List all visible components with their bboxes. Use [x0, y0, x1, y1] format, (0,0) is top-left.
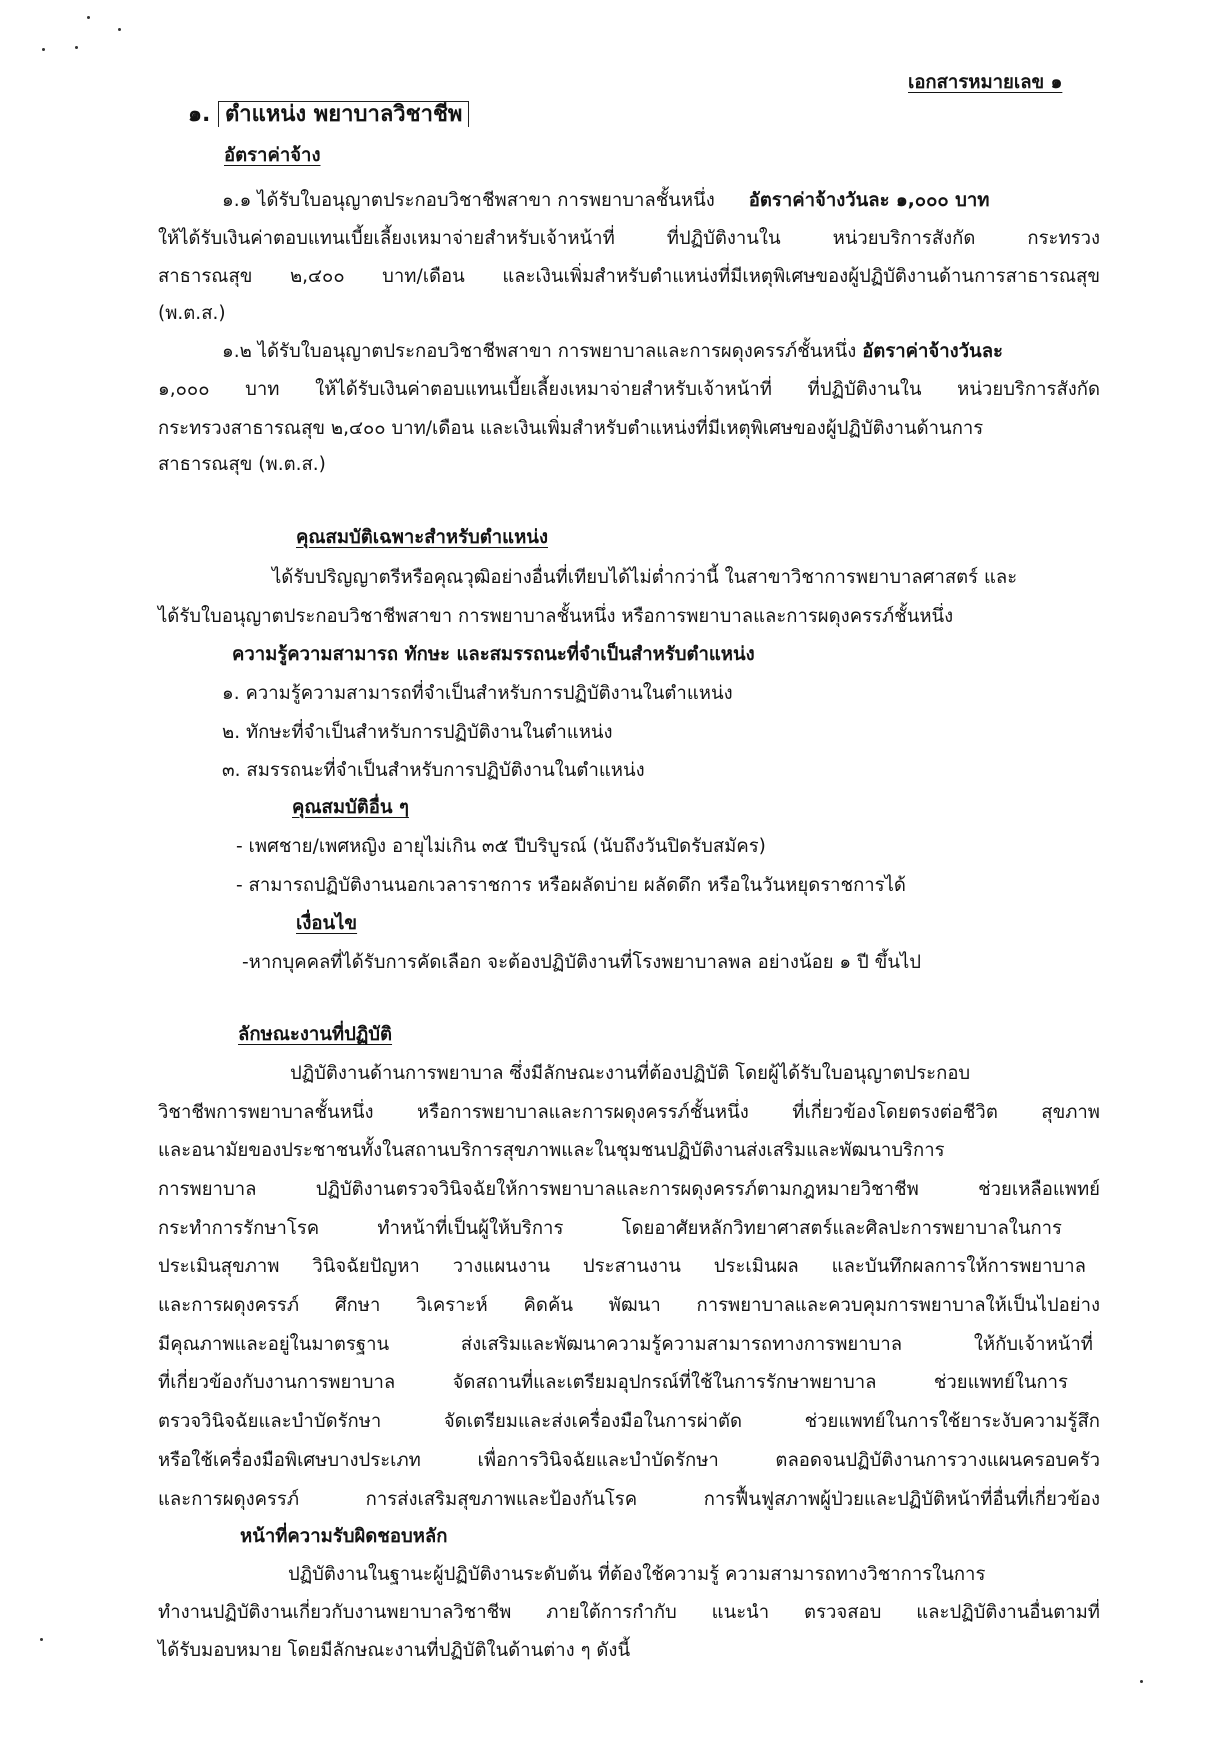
- scan-speck: [87, 16, 90, 19]
- wage-p1-rate: อัตราค่าจ้างวันละ ๑,๐๐๐ บาท: [748, 190, 990, 211]
- responsibilities-line-1: ปฏิบัติงานในฐานะผู้ปฏิบัติงานระดับต้น ที่ต้องใช้ความรู้ ความสามารถทางวิชาการในการ: [288, 1564, 986, 1585]
- scan-speck: [42, 48, 45, 51]
- job-description-line-10: ตรวจวินิจฉัยและบำบัดรักษา จัดเตรียมและส่งเครื่องมือในการผ่าตัด ช่วยแพทย์ในการใช้ยาระงับความรู้สึก: [158, 1411, 1100, 1432]
- qualifications-heading: คุณสมบัติเฉพาะสำหรับตำแหน่ง: [296, 527, 548, 548]
- responsibilities-line-2: ทำงานปฏิบัติงานเกี่ยวกับงานพยาบาลวิชาชีพ ภายใต้การกำกับ แนะนำ ตรวจสอบ และปฏิบัติงานอื่นตามที่: [158, 1602, 1100, 1623]
- position-title-row: [188, 100, 469, 130]
- conditions-text: -หากบุคคลที่ได้รับการคัดเลือก จะต้องปฏิบัติงานที่โรงพยาบาลพล อย่างน้อย ๑ ปี ขึ้นไป: [242, 952, 922, 973]
- doc-number: เอกสารหมายเลข ๑: [908, 72, 1063, 93]
- wage-p2-rate: อัตราค่าจ้างวันละ: [862, 341, 1003, 362]
- job-description-line-6: ประเมินสุขภาพ วินิจฉัยปัญหา วางแผนงาน ประสานงาน ประเมินผล และบันทึกผลการให้การพยาบาล: [158, 1256, 1086, 1277]
- job-description-line-7: และการผดุงครรภ์ ศึกษา วิเคราะห์ คิดค้น พัฒนา การพยาบาลและควบคุมการพยาบาลให้เป็นไปอย่าง: [158, 1295, 1100, 1316]
- other-qualifications-heading: คุณสมบัติอื่น ๆ: [292, 797, 409, 818]
- job-description-line-1: ปฏิบัติงานด้านการพยาบาล ซึ่งมีลักษณะงานที่ต้องปฏิบัติ โดยผู้ได้รับใบอนุญาตประกอบ: [290, 1063, 971, 1084]
- scan-speck: [1140, 1680, 1143, 1683]
- qualifications-line-1: ได้รับปริญญาตรีหรือคุณวุฒิอย่างอื่นที่เทียบได้ไม่ต่ำกว่านี้ ในสาขาวิชาการพยาบาลศาสตร์ และ: [272, 567, 1018, 588]
- wage-p2-line-3: กระทรวงสาธารณสุข ๒,๔๐๐ บาท/เดือน และเงินเพิ่มสำหรับตำแหน่งที่มีเหตุพิเศษของผู้ปฏิบัติงานด้านการ: [158, 418, 984, 439]
- qualifications-line-2: ได้รับใบอนุญาตประกอบวิชาชีพสาขา การพยาบาลชั้นหนึ่ง หรือการพยาบาลและการผดุงครรภ์ชั้นหนึ่ง: [158, 606, 954, 627]
- competency-item-1: ๑. ความรู้ความสามารถที่จำเป็นสำหรับการปฏิบัติงานในตำแหน่ง: [222, 683, 733, 704]
- scan-speck: [75, 46, 78, 49]
- competency-heading: ความรู้ความสามารถ ทักษะ และสมรรถนะที่จำเป็นสำหรับตำแหน่ง: [232, 644, 755, 665]
- wage-p1-line-4: (พ.ต.ส.): [158, 303, 226, 324]
- job-description-line-9: ที่เกี่ยวข้องกับงานการพยาบาล จัดสถานที่และเตรียมอุปกรณ์ที่ใช้ในการรักษาพยาบาล ช่วยแพทย์ในการ: [158, 1372, 1068, 1393]
- job-description-heading: ลักษณะงานที่ปฏิบัติ: [238, 1024, 393, 1045]
- competency-item-2: ๒. ทักษะที่จำเป็นสำหรับการปฏิบัติงานในตำแหน่ง: [222, 722, 613, 743]
- job-description-line-5: กระทำการรักษาโรค ทำหน้าที่เป็นผู้ให้บริการ โดยอาศัยหลักวิทยาศาสตร์และศิลปะการพยาบาลในการ: [158, 1218, 1062, 1239]
- conditions-heading: เงื่อนไข: [296, 913, 358, 934]
- wage-p1-line-2: ให้ได้รับเงินค่าตอบแทนเบี้ยเลี้ยงเหมาจ่ายสำหรับเจ้าหน้าที่ ที่ปฏิบัติงานใน หน่วยบริการสังกัด กระทรวง: [158, 228, 1100, 249]
- job-description-line-8: มีคุณภาพและอยู่ในมาตรฐาน ส่งเสริมและพัฒนาความรู้ความสามารถทางการพยาบาล ให้กับเจ้าหน้าที่: [158, 1334, 1093, 1355]
- other-qualifications-item-1: - เพศชาย/เพศหญิง อายุไม่เกิน ๓๕ ปีบริบูรณ์ (นับถึงวันปิดรับสมัคร): [236, 836, 766, 857]
- position-number: ๑.: [188, 102, 211, 127]
- wage-p1-line-1: ๑.๑ ได้รับใบอนุญาตประกอบวิชาชีพสาขา การพยาบาลชั้นหนึ่ง อัตราค่าจ้างวันละ ๑,๐๐๐ บาท: [222, 190, 990, 211]
- job-description-line-11: หรือใช้เครื่องมือพิเศษบางประเภท เพื่อการวินิจฉัยและบำบัดรักษา ตลอดจนปฏิบัติงานการวางแผนครอบครัว: [158, 1450, 1100, 1471]
- responsibilities-heading: หน้าที่ความรับผิดชอบหลัก: [240, 1526, 448, 1547]
- responsibilities-line-3: ได้รับมอบหมาย โดยมีลักษณะงานที่ปฏิบัติในด้านต่าง ๆ ดังนี้: [158, 1640, 631, 1661]
- wage-p2-line-1: ๑.๒ ได้รับใบอนุญาตประกอบวิชาชีพสาขา การพยาบาลและการผดุงครรภ์ชั้นหนึ่ง อัตราค่าจ้างวันละ: [222, 341, 1003, 362]
- job-description-line-4: การพยาบาล ปฏิบัติงานตรวจวินิจฉัยให้การพยาบาลและการผดุงครรภ์ตามกฎหมายวิชาชีพ ช่วยเหลือแพทย์: [158, 1179, 1100, 1200]
- wage-p1-line-3: สาธารณสุข ๒,๔๐๐ บาท/เดือน และเงินเพิ่มสำหรับตำแหน่งที่มีเหตุพิเศษของผู้ปฏิบัติงานด้านการสาธารณสุข: [158, 266, 1100, 287]
- scan-speck: [40, 1638, 43, 1641]
- wage-heading: อัตราค่าจ้าง: [224, 145, 321, 166]
- job-description-line-2: วิชาชีพการพยาบาลชั้นหนึ่ง หรือการพยาบาลและการผดุงครรภ์ชั้นหนึ่ง ที่เกี่ยวข้องโดยตรงต่อชีวิต สุขภาพ: [158, 1102, 1100, 1123]
- wage-p2-line-4: สาธารณสุข (พ.ต.ส.): [158, 454, 326, 475]
- competency-item-3: ๓. สมรรถนะที่จำเป็นสำหรับการปฏิบัติงานในตำแหน่ง: [222, 760, 645, 781]
- scan-speck: [118, 28, 121, 31]
- job-description-line-3: และอนามัยของประชาชนทั้งในสถานบริการสุขภาพและในชุมชนปฏิบัติงานส่งเสริมและพัฒนาบริการ: [158, 1140, 945, 1161]
- position-title: ตำแหน่ง พยาบาลวิชาชีพ: [218, 101, 469, 127]
- wage-p2-line-2: ๑,๐๐๐ บาท ให้ได้รับเงินค่าตอบแทนเบี้ยเลี้ยงเหมาจ่ายสำหรับเจ้าหน้าที่ ที่ปฏิบัติงานใน หน่วยบริการสังกัด: [158, 379, 1100, 400]
- other-qualifications-item-2: - สามารถปฏิบัติงานนอกเวลาราชการ หรือผลัดบ่าย ผลัดดึก หรือในวันหยุดราชการได้: [236, 875, 906, 896]
- job-description-line-12: และการผดุงครรภ์ การส่งเสริมสุขภาพและป้องกันโรค การฟื้นฟูสภาพผู้ป่วยและปฏิบัติหน้าที่อื่นที่เกี่ยวข้อง: [158, 1489, 1100, 1510]
